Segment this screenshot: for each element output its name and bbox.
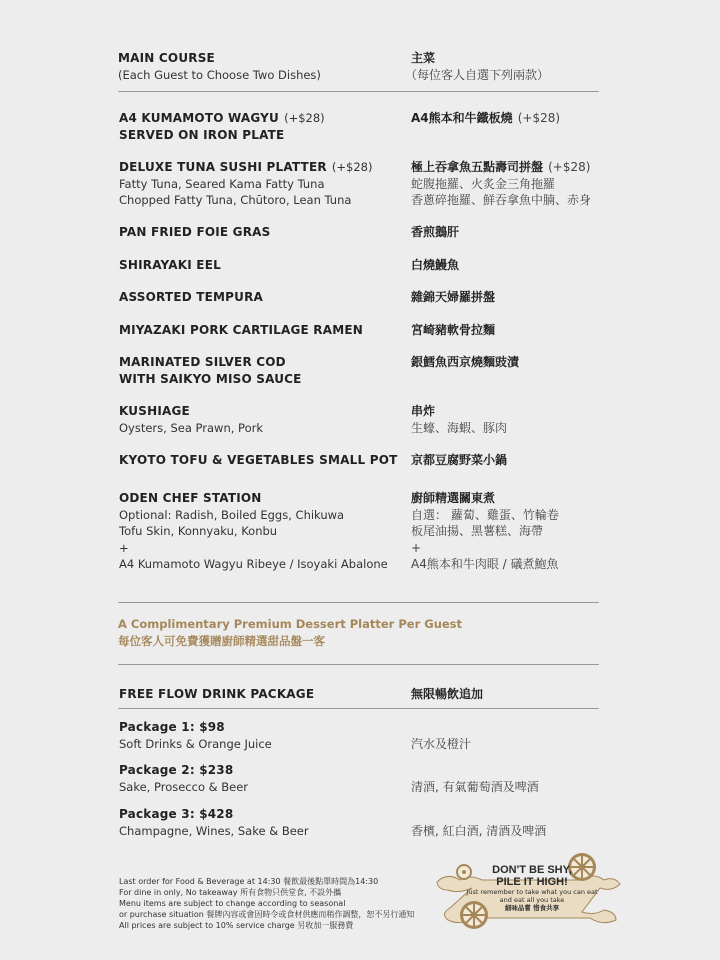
menu-item-tofu: KYOTO TOFU & VEGETABLES SMALL POT — [119, 453, 398, 467]
divider — [118, 91, 599, 92]
package-desc: Sake, Prosecco & Beer — [119, 779, 249, 794]
menu-item-wagyu — [119, 109, 325, 143]
drink-package-2 — [119, 762, 248, 795]
drink-package-2-cn: 清酒, 有氣葡萄酒及啤酒 — [411, 780, 539, 794]
item-desc-cn: A4熊本和牛肉眼 / 礒煮鮑魚 — [411, 557, 559, 571]
drink-package-1 — [119, 719, 272, 752]
item-desc: + — [119, 540, 129, 555]
menu-item-foie-gras-cn: 香煎鵝肝 — [411, 225, 460, 239]
note-line: Menu items are subject to change according to seasonal — [119, 899, 346, 908]
pile-it-high-badge — [432, 850, 622, 935]
main-course-subtitle-cn: （每位客人自選下列兩款） — [405, 67, 550, 82]
main-course-title-cn: 主菜 — [411, 51, 436, 65]
menu-item-tempura: ASSORTED TEMPURA — [119, 290, 264, 304]
menu-item-tempura-cn: 雜錦天婦羅拼盤 — [411, 290, 496, 304]
menu-item-kushiage — [119, 403, 263, 436]
drink-package-1-cn: 汽水及橙汁 — [411, 737, 472, 751]
item-name-cn: A4熊本和牛鐵板燒 — [411, 111, 513, 125]
package-name: Package 2: $238 — [119, 763, 234, 777]
badge-line2: PILE IT HIGH! — [496, 876, 568, 888]
package-name: Package 3: $428 — [119, 807, 234, 821]
note-line: Last order for Food & Beverage at 14:30 餐飲最後點單時間為14:30 — [119, 877, 379, 886]
package-name: Package 1: $98 — [119, 720, 225, 734]
menu-item-cod — [119, 354, 302, 387]
package-desc: Champagne, Wines, Sake & Beer — [119, 823, 309, 838]
footer-notes — [119, 876, 414, 931]
item-name: A4 KUMAMOTO WAGYU — [119, 111, 279, 125]
main-course-header-en — [118, 50, 321, 83]
item-price-cn: (+$28) — [517, 111, 561, 125]
item-desc: Tofu Skin, Konnyaku, Konbu — [119, 524, 278, 538]
divider — [118, 602, 599, 603]
main-course-header-cn — [405, 50, 550, 83]
item-name-line2: WITH SAIKYO MISO SAUCE — [119, 371, 302, 386]
item-desc-cn: 蛇腹拖羅、火炙金三角拖羅 — [411, 176, 556, 191]
item-name: KUSHIAGE — [119, 404, 190, 418]
item-desc-cn: 自選： 蘿蔔、雞蛋、竹輪卷 — [411, 507, 559, 522]
item-name-cn: 極上吞拿魚五點壽司拼盤 — [411, 160, 544, 174]
drink-package-title: FREE FLOW DRINK PACKAGE — [119, 687, 315, 701]
item-name: DELUXE TUNA SUSHI PLATTER — [119, 160, 327, 174]
drink-package-3 — [119, 806, 309, 839]
drink-package-title-cn: 無限暢飲追加 — [411, 687, 484, 701]
menu-item-oden — [119, 490, 388, 573]
package-desc: Soft Drinks & Orange Juice — [119, 736, 272, 751]
menu-item-tofu-cn: 京都豆腐野菜小鍋 — [411, 453, 508, 467]
item-price-cn: (+$28) — [548, 160, 591, 174]
badge-line3: Just remember to take what you can eat — [466, 888, 598, 896]
item-name-line2: SERVED ON IRON PLATE — [119, 127, 285, 142]
main-course-title: MAIN COURSE — [118, 51, 215, 65]
badge-line5: 細味品嘗 惜食共享 — [504, 904, 560, 912]
badge-line4: and eat all you take — [499, 896, 565, 904]
note-line: All prices are subject to 10% service charge 另收加一服務費 — [119, 921, 354, 930]
menu-item-tuna — [119, 158, 372, 209]
item-desc-cn: 生蠔、海蝦、豚肉 — [411, 420, 508, 435]
dessert-note-cn: 每位客人可免費獲贈廚師精選甜品盤一客 — [118, 634, 325, 648]
main-course-subtitle: (Each Guest to Choose Two Dishes) — [118, 67, 321, 82]
divider — [118, 708, 599, 709]
item-name: MARINATED SILVER COD — [119, 355, 286, 369]
badge-text — [466, 864, 598, 912]
item-desc: Oysters, Sea Prawn, Pork — [119, 420, 264, 435]
menu-item-eel: SHIRAYAKI EEL — [119, 258, 221, 272]
item-name-cn: 串炸 — [411, 404, 436, 418]
menu-item-kushiage-cn — [411, 403, 507, 436]
item-desc-cn: 香蔥碎拖羅、鮮吞拿魚中腩、赤身 — [411, 193, 592, 207]
menu-item-oden-cn — [411, 490, 559, 573]
item-desc: A4 Kumamoto Wagyu Ribeye / Isoyaki Abalone — [119, 557, 388, 571]
item-desc: Optional: Radish, Boiled Eggs, Chikuwa — [119, 507, 345, 522]
drink-package-3-cn: 香檳, 紅白酒, 清酒及啤酒 — [411, 824, 547, 838]
note-line: or purchase situation 餐牌內容或會因時令或食材供應而稍作調整，恕不另行通知 — [119, 910, 415, 919]
item-desc: Chopped Fatty Tuna, Chūtoro, Lean Tuna — [119, 193, 352, 207]
badge-line1: DON'T BE SHY, — [492, 864, 572, 876]
item-name: ODEN CHEF STATION — [119, 491, 262, 505]
dessert-note-en: A Complimentary Premium Dessert Platter Per Guest — [118, 617, 463, 631]
note-line: For dine in only, No takeaway 所有食物只供堂食, 不設外攜 — [119, 888, 342, 897]
menu-item-ramen-cn: 宮崎豬軟骨拉麵 — [411, 323, 496, 337]
item-desc-cn: + — [411, 540, 422, 555]
item-price: (+$28) — [284, 111, 325, 125]
menu-item-wagyu-cn — [411, 109, 560, 127]
item-price: (+$28) — [331, 160, 373, 174]
menu-item-tuna-cn — [411, 158, 591, 209]
item-desc-cn: 板尾油揚、黑薯糕、海帶 — [411, 524, 544, 538]
menu-item-ramen: MIYAZAKI PORK CARTILAGE RAMEN — [119, 323, 363, 337]
menu-item-foie-gras: PAN FRIED FOIE GRAS — [119, 225, 271, 239]
item-desc: Fatty Tuna, Seared Kama Fatty Tuna — [119, 176, 325, 191]
item-name-cn: 廚師精選關東煮 — [411, 491, 496, 505]
divider — [118, 664, 599, 665]
menu-item-eel-cn: 白燒鰻魚 — [411, 258, 460, 272]
menu-item-cod-cn: 銀鱈魚西京燒麵豉漬 — [411, 355, 520, 369]
